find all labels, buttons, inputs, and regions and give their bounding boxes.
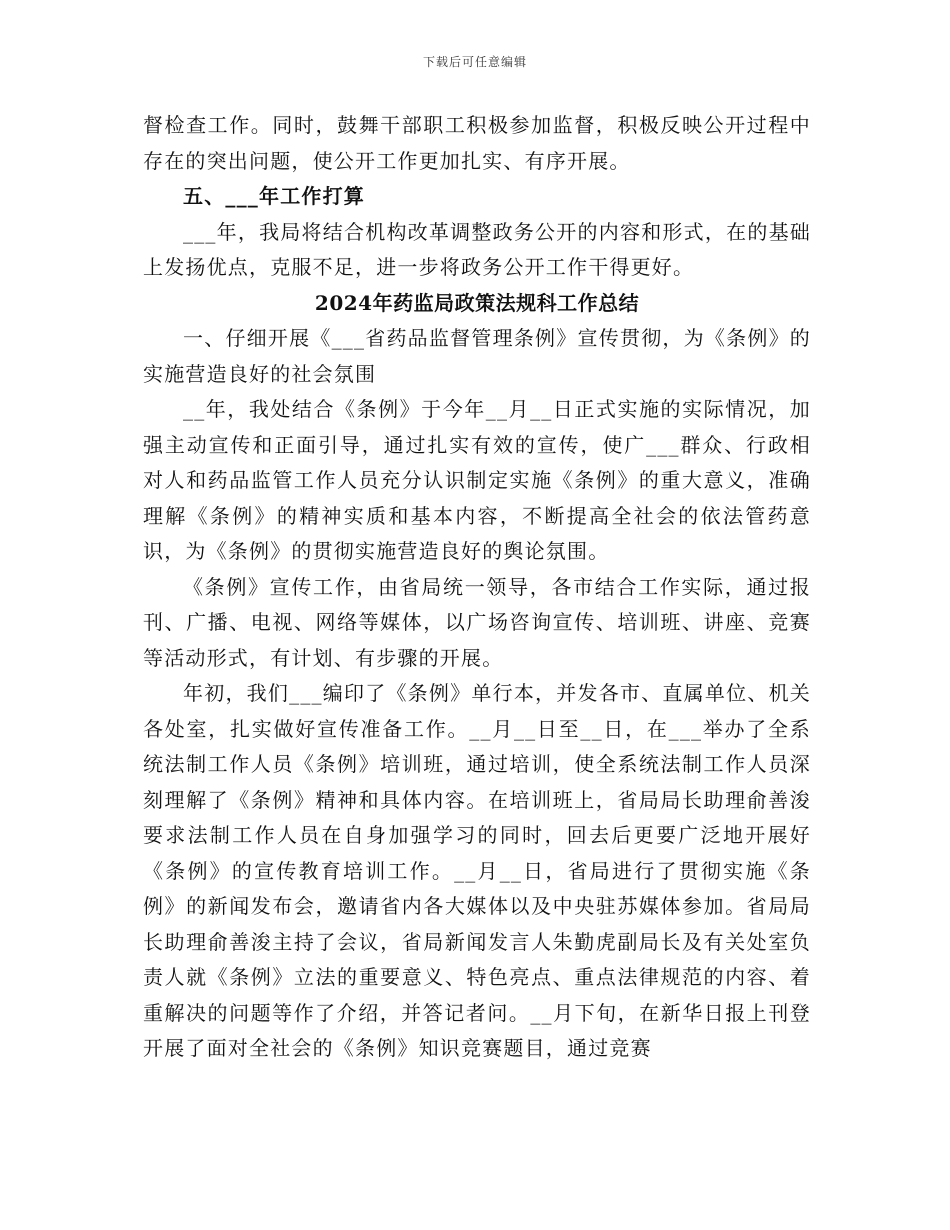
paragraph-continuation: 督检查工作。同时，鼓舞干部职工积极参加监督，积极反映公开过程中存在的突出问题，使公开工作更加扎实、有序开展。 xyxy=(143,113,811,173)
paragraph-training: 年初，我们___编印了《条例》单行本，并发各市、直属单位、机关各处室，扎实做好宣传准备工作。__月__日至__日，在___举办了全系统法制工作人员《条例》培训班，通过培训，使全系统法制工作人员深刻理解了《条例》精神和具体内容。在培训班上，省局局长助理俞善浚要求法制工作人员在自身加强学习的同时，回去后更要广泛地开展好《条例》的宣传教育培训工作。__月__日，省局进行了贯彻实施《条例》的新闻发布会，邀请省内各大媒体以及中央驻苏媒体参加。省局局长助理俞善浚主持了会议，省局新闻发言人朱勤虎副局长及有关处室负责人就《条例》立法的重要意义、特色亮点、重点法律规范的内容、着重解决的问题等作了介绍，并答记者问。__月下旬，在新华日报上刊登开展了面对全社会的《条例》知识竞赛题目，通过竞赛 xyxy=(143,681,811,1060)
section-heading-5: 五、___年工作打算 xyxy=(183,184,365,208)
page-header: 下载后可任意编辑 xyxy=(422,55,527,69)
document-title: 2024年药监局政策法规科工作总结 xyxy=(314,290,640,315)
document-body xyxy=(143,108,811,1067)
paragraph-plan: ___年，我局将结合机构改革调整政务公开的内容和形式，在的基础上发扬优点，克服不足，进一步将政务公开工作干得更好。 xyxy=(143,219,811,279)
paragraph-publicity: 《条例》宣传工作，由省局统一领导，各市结合工作实际，通过报刊、广播、电视、网络等媒体，以广场咨询宣传、培训班、讲座、竞赛等活动形式，有计划、有步骤的开展。 xyxy=(143,574,811,670)
section-heading-1: 一、仔细开展《___省药品监督管理条例》宣传贯彻，为《条例》的实施营造良好的社会氛围 xyxy=(143,326,811,386)
paragraph-implementation: __年，我处结合《条例》于今年__月__日正式实施的实际情况，加强主动宣传和正面引导，通过扎实有效的宣传，使广___群众、行政相对人和药品监管工作人员充分认识制定实施《条例》的重大意义，准确理解《条例》的精神实质和基本内容，不断提高全社会的依法管药意识，为《条例》的贯彻实施营造良好的舆论氛围。 xyxy=(143,397,811,563)
